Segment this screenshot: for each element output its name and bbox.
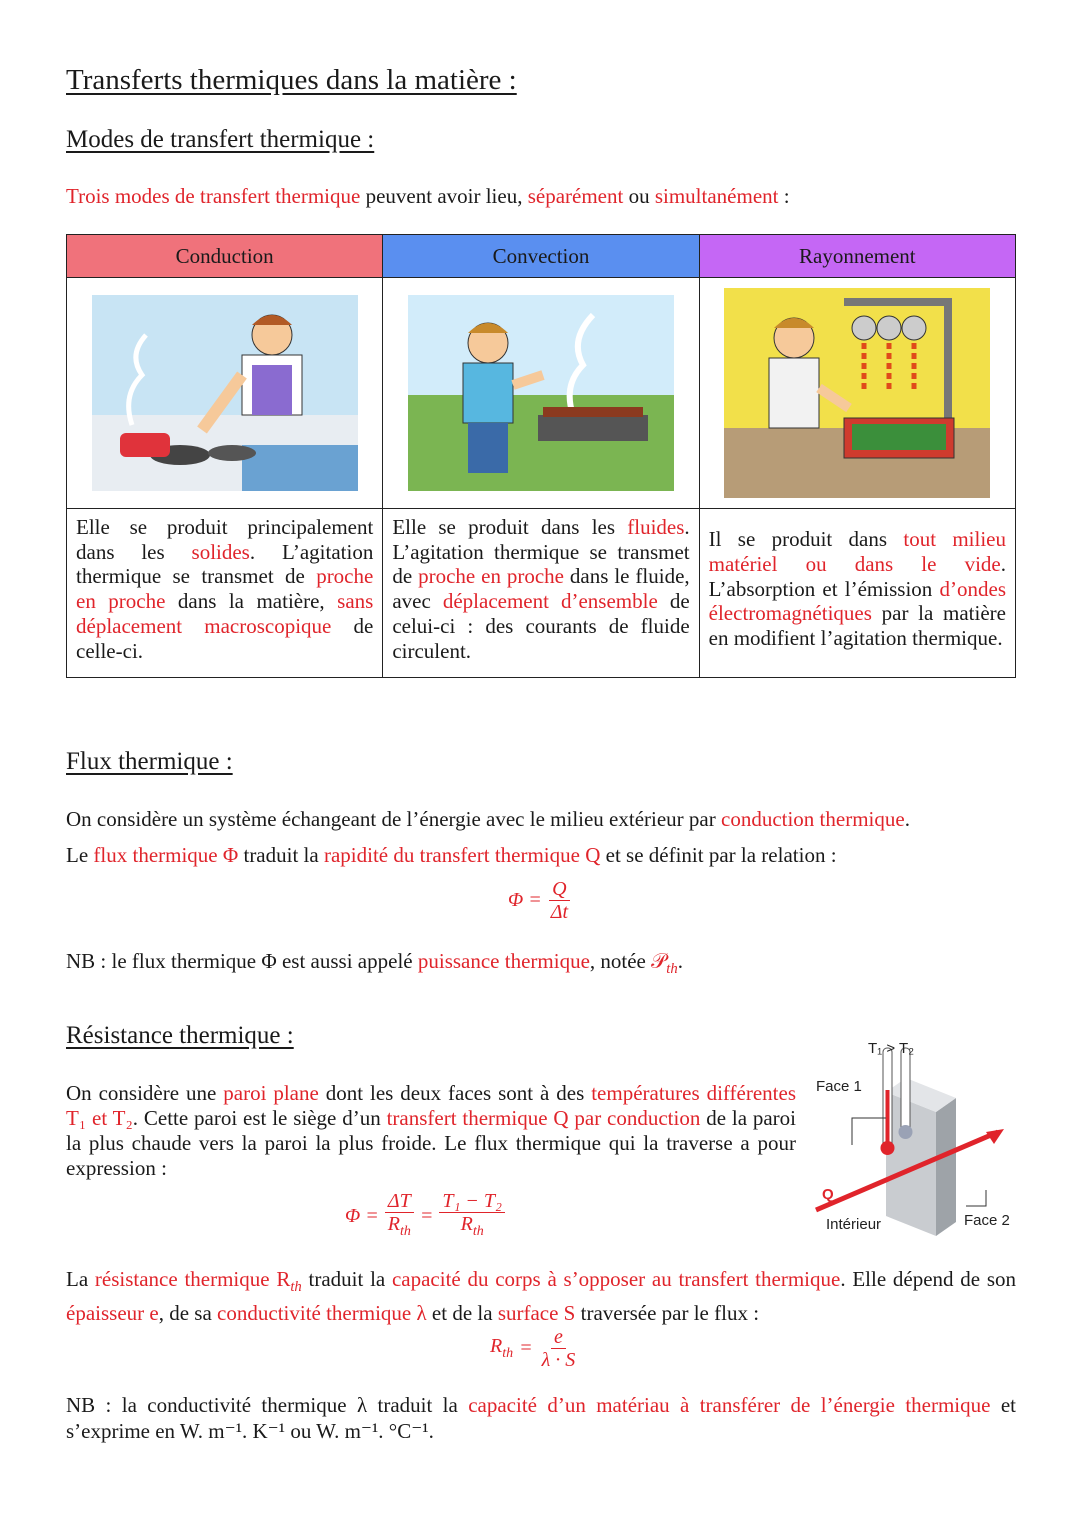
- flux-line1: [66, 807, 910, 832]
- text-segment: [387, 1106, 701, 1130]
- rayonnement-illustration: [724, 288, 990, 498]
- text-segment: [468, 1393, 990, 1417]
- text-segment: [66, 1301, 159, 1325]
- diagram-condition-label: T₁ > T₂: [868, 1040, 915, 1057]
- text-segment: [721, 807, 905, 831]
- text-segment: [427, 1301, 498, 1325]
- text-segment-content: et de la: [426, 1301, 498, 1326]
- diagram-interior-label: Intérieur: [826, 1216, 882, 1233]
- text-segment-content: traduit la: [238, 843, 324, 867]
- text-segment-content: séparément: [527, 184, 624, 208]
- rayonnement-description: [699, 509, 1015, 678]
- text-segment: [302, 1267, 392, 1291]
- modes-table: [66, 234, 1016, 678]
- text-segment-content: de celle-ci.: [76, 613, 374, 663]
- text-segment: [66, 949, 418, 973]
- flux-formula-lhs: Φ =: [508, 889, 542, 911]
- diagram-q-label: Q: [822, 1186, 834, 1203]
- text-segment-content: de la paroi la plus chaude vers la paroi la plus froide. Le flux thermique qui la traverse a pour expression :: [66, 1106, 797, 1180]
- header-convection: Convection: [383, 235, 699, 278]
- text-segment-content: températures différentes T₁ et T₂: [66, 1081, 797, 1130]
- text-segment-content: NB : la conductivité thermique λ traduit la: [66, 1393, 469, 1417]
- text-segment-content: d’ondes électromagnétiques: [708, 576, 1006, 626]
- text-segment-content: résistance thermique R: [94, 1267, 291, 1291]
- section-heading-flux: Flux thermique :: [66, 748, 233, 775]
- text-segment-content: paroi plane: [223, 1081, 319, 1105]
- resistance-formula2: [490, 1326, 578, 1371]
- conduction-illustration: [92, 295, 358, 491]
- text-segment-content: capacité du corps à s’opposer au transfert thermique: [391, 1267, 841, 1291]
- text-segment-content: flux thermique Φ: [93, 843, 239, 867]
- text-segment: [319, 1081, 591, 1105]
- diagram-face2-label: Face 2: [964, 1212, 1010, 1229]
- resistance-nb: [66, 1392, 1016, 1444]
- resistance-formula2-den: λ · S: [541, 1349, 576, 1371]
- text-segment: [392, 1267, 840, 1291]
- text-segment-content: conductivité thermique λ: [217, 1301, 427, 1326]
- text-segment: [238, 843, 324, 867]
- resistance-formula2-eq: =: [519, 1337, 533, 1359]
- text-segment-content: :: [778, 184, 790, 208]
- text-segment: [165, 589, 337, 613]
- text-segment: [223, 1081, 319, 1105]
- text-segment: [418, 564, 564, 588]
- section-heading-modes: Modes de transfert thermique :: [66, 126, 375, 153]
- resistance-para2: [66, 1266, 1016, 1326]
- page-title: Transferts thermiques dans la matière :: [66, 64, 517, 96]
- text-segment: [392, 515, 627, 539]
- text-segment: [324, 843, 600, 867]
- text-segment: [66, 1393, 468, 1417]
- text-segment-content: par la matière en modifient l’agitation thermique.: [708, 601, 1006, 651]
- text-segment-content: tout milieu matériel ou dans le vide: [708, 527, 1006, 577]
- text-segment-content: fluides: [627, 515, 685, 539]
- text-segment: [709, 527, 904, 551]
- text-segment-content: épaisseur e: [66, 1301, 159, 1326]
- text-segment: [905, 807, 910, 831]
- text-segment-content: conduction thermique: [721, 807, 905, 831]
- resistance-formula2-num: e: [551, 1326, 566, 1349]
- section-heading-resistance: Résistance thermique :: [66, 1022, 294, 1049]
- resistance-formula1-den1: R: [387, 1213, 400, 1235]
- text-segment-content: . Cette paroi est le siège d’un: [132, 1106, 387, 1130]
- wall-diagram-drawing: [808, 1040, 1028, 1240]
- flux-formula: [508, 878, 571, 923]
- text-segment-content: ou: [623, 184, 655, 208]
- text-segment-content: . L’agitation thermique se transmet de: [392, 515, 690, 589]
- convection-description: [383, 509, 699, 678]
- header-conduction: Conduction: [67, 235, 383, 278]
- text-segment-content: . Elle dépend de son: [840, 1267, 1017, 1291]
- text-segment-content: transfert thermique Q par conduction: [386, 1106, 701, 1130]
- text-segment: [779, 184, 790, 208]
- conduction-illustration-cell: [67, 278, 383, 509]
- rayonnement-illustration-cell: [699, 278, 1015, 509]
- text-segment: [840, 1267, 1016, 1291]
- resistance-formula1-den1-sub: th: [399, 1224, 411, 1239]
- text-segment: [133, 1106, 387, 1130]
- text-segment-content: traversée par le flux :: [575, 1301, 760, 1326]
- text-segment: [360, 184, 527, 208]
- text-segment-content: Trois modes de transfert thermique: [66, 184, 361, 208]
- text-segment-content: On considère un système échangeant de l’énergie avec le milieu extérieur par: [66, 807, 721, 831]
- text-segment: [623, 184, 655, 208]
- text-segment-content: surface S: [497, 1301, 576, 1326]
- text-segment: [600, 843, 836, 867]
- text-segment: [528, 184, 624, 208]
- text-segment-content: NB : le flux thermique Φ est aussi appelé: [66, 949, 418, 973]
- text-segment-content: Elle se produit principalement dans les: [76, 515, 374, 564]
- text-segment: [66, 184, 360, 208]
- text-segment-content: déplacement d’ensemble: [442, 589, 658, 614]
- conduction-description: [67, 509, 383, 678]
- text-segment-content: , notée: [589, 949, 652, 973]
- text-segment-content: , de sa: [158, 1301, 218, 1326]
- text-segment: [443, 589, 658, 613]
- flux-formula-den: Δt: [550, 901, 569, 923]
- resistance-formula2-lhs-sub: th: [502, 1346, 514, 1361]
- text-segment: [590, 949, 651, 973]
- resistance-formula1-num1: ΔT: [385, 1190, 414, 1213]
- convection-illustration-cell: [383, 278, 699, 509]
- text-segment-content: sans déplacement macroscopique: [76, 589, 374, 638]
- text-segment-sub: th: [666, 961, 678, 978]
- flux-nb: [66, 949, 683, 982]
- resistance-formula1-den2: R: [460, 1213, 473, 1235]
- text-segment: [192, 540, 250, 564]
- text-segment: [66, 843, 93, 867]
- text-segment-content: capacité d’un matériau à transférer de l’énergie thermique: [468, 1393, 991, 1417]
- text-segment: [627, 515, 684, 539]
- text-segment-content: dont les deux faces sont à des: [318, 1081, 592, 1105]
- text-segment-content: . L’absorption et l’émission: [708, 552, 1006, 601]
- diagram-face1-label: Face 1: [816, 1078, 862, 1095]
- text-segment-content: Elle se produit dans les: [392, 515, 628, 539]
- resistance-formula1-lhs: Φ =: [345, 1205, 379, 1227]
- text-segment-content: peuvent avoir lieu,: [360, 184, 528, 208]
- text-segment: [94, 1267, 302, 1296]
- text-segment-content: .: [677, 949, 683, 973]
- text-segment-content: .: [904, 807, 910, 831]
- text-segment: [93, 843, 238, 867]
- flux-formula-num: Q: [549, 878, 569, 901]
- resistance-formula1-num2: T₁ − T₂: [439, 1190, 505, 1213]
- text-segment: [217, 1301, 427, 1325]
- resistance-formula2-lhs: R: [490, 1335, 503, 1357]
- text-segment-content: dans la matière,: [165, 589, 338, 614]
- resistance-formula1: [345, 1190, 505, 1243]
- text-segment-content: traduit la: [301, 1267, 392, 1291]
- text-segment: [66, 1081, 223, 1105]
- text-segment-content: On considère une: [66, 1081, 224, 1105]
- wall-diagram: [808, 1040, 1028, 1240]
- resistance-para1: [66, 1081, 796, 1181]
- resistance-formula1-eq: =: [419, 1205, 434, 1227]
- text-segment-content: 𝒫: [651, 949, 667, 973]
- text-segment-content: proche en proche: [418, 564, 565, 589]
- text-segment-content: . L’agitation thermique se transmet de: [76, 539, 374, 589]
- text-segment: [678, 949, 683, 973]
- resistance-formula1-den2-sub: th: [472, 1224, 484, 1239]
- text-segment: [159, 1301, 217, 1325]
- text-segment-content: proche en proche: [76, 564, 374, 614]
- text-segment-content: solides: [191, 539, 250, 564]
- text-segment: [418, 949, 590, 973]
- text-segment: [66, 1267, 95, 1291]
- text-segment-content: Il se produit dans: [708, 527, 904, 552]
- text-segment-content: rapidité du transfert thermique Q: [323, 843, 601, 867]
- text-segment: [655, 184, 779, 208]
- text-segment-content: Le: [66, 843, 94, 867]
- text-segment-content: de celui-ci : des courants de fluide circulent.: [392, 589, 690, 663]
- text-segment-sub: th: [290, 1279, 302, 1296]
- text-segment-content: et s’exprime en W. m⁻¹. K⁻¹ ou W. m⁻¹. °C⁻¹.: [66, 1393, 1016, 1443]
- text-segment: [575, 1301, 759, 1325]
- text-segment-content: dans le fluide, avec: [392, 564, 690, 614]
- text-segment-content: La: [66, 1267, 95, 1291]
- convection-illustration: [408, 295, 674, 491]
- text-segment-content: puissance thermique: [417, 949, 590, 973]
- text-segment: [66, 807, 721, 831]
- text-segment-content: et se définit par la relation :: [600, 843, 837, 867]
- header-rayonnement: Rayonnement: [699, 235, 1015, 278]
- text-segment: [498, 1301, 576, 1325]
- text-segment-content: simultanément: [654, 184, 779, 208]
- modes-intro: [66, 184, 790, 209]
- flux-line2: [66, 843, 837, 868]
- text-segment: [651, 949, 678, 978]
